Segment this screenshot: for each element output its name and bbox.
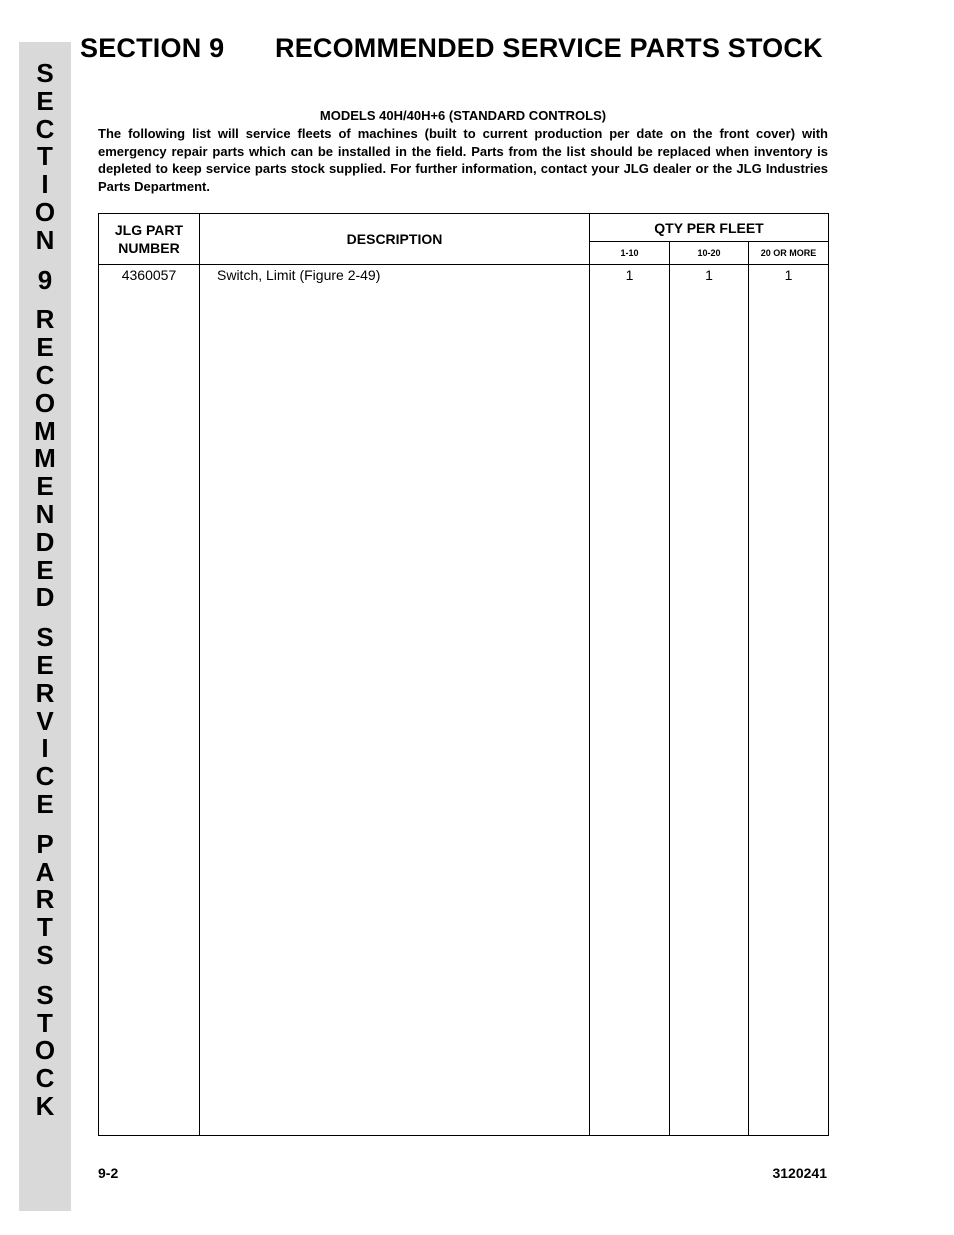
side-tab-letter: M (34, 415, 56, 446)
side-tab-letter: R (35, 677, 55, 708)
side-tab-letter: T (37, 912, 53, 943)
side-tab-letter: C (35, 1063, 55, 1094)
models-title: MODELS 40H/40H+6 (STANDARD CONTROLS) (319, 108, 607, 123)
side-tab-letter: E (36, 85, 54, 116)
side-tab-letter: 9 (37, 264, 53, 295)
side-tab-letter: O (34, 196, 56, 227)
side-tab-letter: C (35, 113, 55, 144)
table-row (99, 265, 829, 1136)
side-tab-letter: I (41, 733, 49, 764)
section-side-tab (19, 42, 71, 1211)
side-tab-letter: O (34, 1035, 56, 1066)
side-tab-letter: E (36, 788, 54, 819)
qty-cell: 1 (749, 265, 829, 1136)
side-tab-letter: D (35, 582, 55, 613)
header-qty-20-or-more: 20 OR MORE (749, 242, 829, 265)
section-title: RECOMMENDED SERVICE PARTS STOCK (275, 33, 823, 63)
side-tab-letter: R (35, 884, 55, 915)
side-tab-letter: C (35, 761, 55, 792)
header-qty-10-20: 10-20 (670, 242, 749, 265)
description-cell: Switch, Limit (Figure 2-49) (200, 265, 590, 1136)
side-tab-letter: S (36, 979, 54, 1010)
side-tab-letter: I (41, 169, 49, 200)
side-tab-letter: V (36, 705, 54, 736)
page-number: 9-2 (98, 1165, 119, 1181)
side-tab-letter: N (35, 224, 55, 255)
qty-cell: 1 (590, 265, 670, 1136)
side-tab-letter: E (36, 554, 54, 585)
intro-paragraph: The following list will service fleets of machines (built to current production per date on the front cover) with emergency repair parts which can be installed in the field. Parts from the list should be replaced when inventory is depleted to keep service parts stock supplied. For further information, contact your JLG dealer or the JLG Industries Parts Department. (98, 126, 828, 194)
side-tab-letter: A (35, 856, 55, 887)
part-number-cell: 4360057 (99, 265, 200, 1136)
side-tab-letter: S (36, 939, 54, 970)
side-tab-letter: T (37, 1007, 53, 1038)
side-tab-letter: M (34, 443, 56, 474)
side-tab-letter: R (35, 304, 55, 335)
qty-cell: 1 (670, 265, 749, 1136)
service-parts-table (98, 213, 829, 1136)
header-qty-per-fleet: QTY PER FLEET (590, 214, 829, 242)
side-tab-letter: K (35, 1090, 55, 1121)
side-tab-letter: P (36, 828, 54, 859)
side-tab-letter: E (36, 332, 54, 363)
header-description: DESCRIPTION (200, 214, 590, 265)
document-number: 3120241 (772, 1165, 827, 1181)
side-tab-letter: N (35, 498, 55, 529)
side-tab-letter: C (35, 359, 55, 390)
side-tab-letter: E (36, 649, 54, 680)
page-header (80, 33, 823, 64)
side-tab-letter: S (36, 622, 54, 653)
side-tab-letter: T (37, 141, 53, 172)
side-tab-letter: O (34, 387, 56, 418)
header-part-number: JLG PART NUMBER (99, 214, 200, 265)
side-tab-letter: D (35, 526, 55, 557)
side-tab-letter: E (36, 471, 54, 502)
header-qty-1-10: 1-10 (590, 242, 670, 265)
section-number: SECTION 9 (80, 33, 225, 63)
side-tab-letter: S (36, 58, 54, 88)
